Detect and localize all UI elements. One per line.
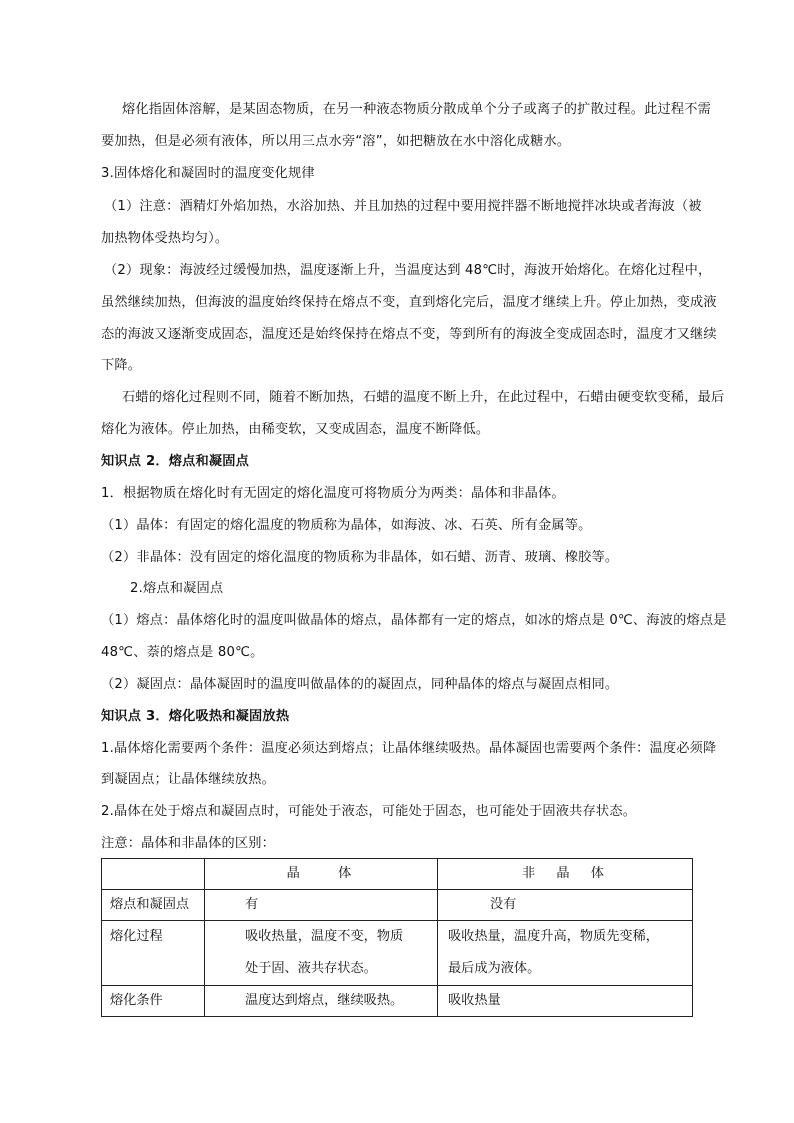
table-cell: 温度达到熔点，继续吸热。 bbox=[205, 986, 438, 1017]
table-cell: 熔点和凝固点 bbox=[102, 890, 205, 921]
table-header-cell: 非 晶 体 bbox=[438, 859, 693, 890]
table-row bbox=[102, 986, 693, 1017]
table-row bbox=[102, 890, 693, 921]
table-header-row bbox=[102, 859, 693, 890]
table-cell: 熔化条件 bbox=[102, 986, 205, 1017]
paragraph-line: （2）现象：海波经过缓慢加热，温度逐渐上升，当温度达到 48℃时，海波开始熔化。在熔化过程中， bbox=[104, 263, 712, 278]
paragraph-line: 虽然继续加热，但海波的温度始终保持在熔点不变，直到熔化完后，温度才继续上升。停止加热，变成液 bbox=[101, 295, 717, 310]
knowledge-point-heading: 知识点 3．熔化吸热和凝固放热 bbox=[101, 709, 290, 724]
table-cell: 吸收热量 bbox=[438, 986, 693, 1017]
paragraph-line: 下降。 bbox=[101, 358, 142, 373]
table-header-cell: 晶 体 bbox=[205, 859, 438, 890]
table-cell: 没有 bbox=[438, 890, 693, 921]
paragraph-line: 熔化指固体溶解，是某固态物质，在另一种液态物质分散成单个分子或离子的扩散过程。此过程不需 bbox=[122, 102, 712, 117]
paragraph-line: 态的海波又逐渐变成固态，温度还是始终保持在熔点不变，等到所有的海波全变成固态时，温度才又继续 bbox=[101, 327, 717, 342]
table-cell-text: 吸收热量，温度不变，物质 bbox=[245, 929, 404, 944]
paragraph-line: 要加热，但是必须有液体，所以用三点水旁“溶”，如把糖放在水中溶化成糖水。 bbox=[101, 134, 571, 149]
section-heading: 3.固体熔化和凝固时的温度变化规律 bbox=[101, 166, 315, 181]
paragraph-line: 1.晶体熔化需要两个条件：温度必须达到熔点；让晶体继续吸热。晶体凝固也需要两个条件：温度必须降 bbox=[101, 741, 717, 756]
table-header-cell bbox=[102, 859, 205, 890]
table-cell-text: 最后成为液体。 bbox=[448, 961, 541, 976]
table-cell: 有 bbox=[205, 890, 438, 921]
paragraph-line: （2）非晶体：没有固定的熔化温度的物质称为非晶体，如石蜡、沥青、玻璃、橡胶等。 bbox=[101, 550, 619, 565]
comparison-table bbox=[101, 858, 693, 1017]
paragraph-line: （1）注意：酒精灯外焰加热，水浴加热、并且加热的过程中要用搅拌器不断地搅拌冰块或者海波（被 bbox=[104, 199, 702, 214]
paragraph-line: 加热物体受热均匀）。 bbox=[101, 231, 229, 246]
table-cell-text: 处于固、液共存状态。 bbox=[245, 961, 377, 976]
table-row bbox=[102, 921, 693, 986]
paragraph-line: 石蜡的熔化过程则不同，随着不断加热，石蜡的温度不断上升，在此过程中，石蜡由硬变软变稀，最后 bbox=[122, 390, 725, 405]
paragraph-line: 到凝固点；让晶体继续放热。 bbox=[101, 772, 276, 787]
table-cell-text: 吸收热量，温度升高，物质先变稀， bbox=[448, 929, 659, 944]
table-cell bbox=[438, 921, 693, 986]
table-cell-text: 熔化过程 bbox=[110, 929, 163, 944]
note-heading: 注意：晶体和非晶体的区别： bbox=[101, 836, 276, 851]
paragraph-line: 1．根据物质在熔化时有无固定的熔化温度可将物质分为两类：晶体和非晶体。 bbox=[101, 486, 565, 501]
paragraph-line: （2）凝固点：晶体凝固时的温度叫做晶体的的凝固点，同种晶体的熔点与凝固点相同。 bbox=[101, 677, 619, 692]
paragraph-line: 2.晶体在处于熔点和凝固点时，可能处于液态，可能处于固态，也可能处于固液共存状态。 bbox=[101, 804, 637, 819]
paragraph-line: 2.熔点和凝固点 bbox=[130, 581, 224, 596]
paragraph-line: （1）晶体：有固定的熔化温度的物质称为晶体，如海波、冰、石英、所有金属等。 bbox=[101, 518, 592, 533]
table-cell bbox=[205, 921, 438, 986]
table-cell bbox=[102, 921, 205, 986]
paragraph-line: 48℃、萘的熔点是 80℃。 bbox=[101, 645, 264, 660]
paragraph-line: （1）熔点：晶体熔化时的温度叫做晶体的熔点，晶体都有一定的熔点，如冰的熔点是 0℃、海波的熔点是 bbox=[101, 613, 727, 628]
knowledge-point-heading: 知识点 2．熔点和凝固点 bbox=[101, 454, 250, 469]
paragraph-line: 熔化为液体。停止加热，由稀变软，又变成固态，温度不断降低。 bbox=[101, 422, 490, 437]
